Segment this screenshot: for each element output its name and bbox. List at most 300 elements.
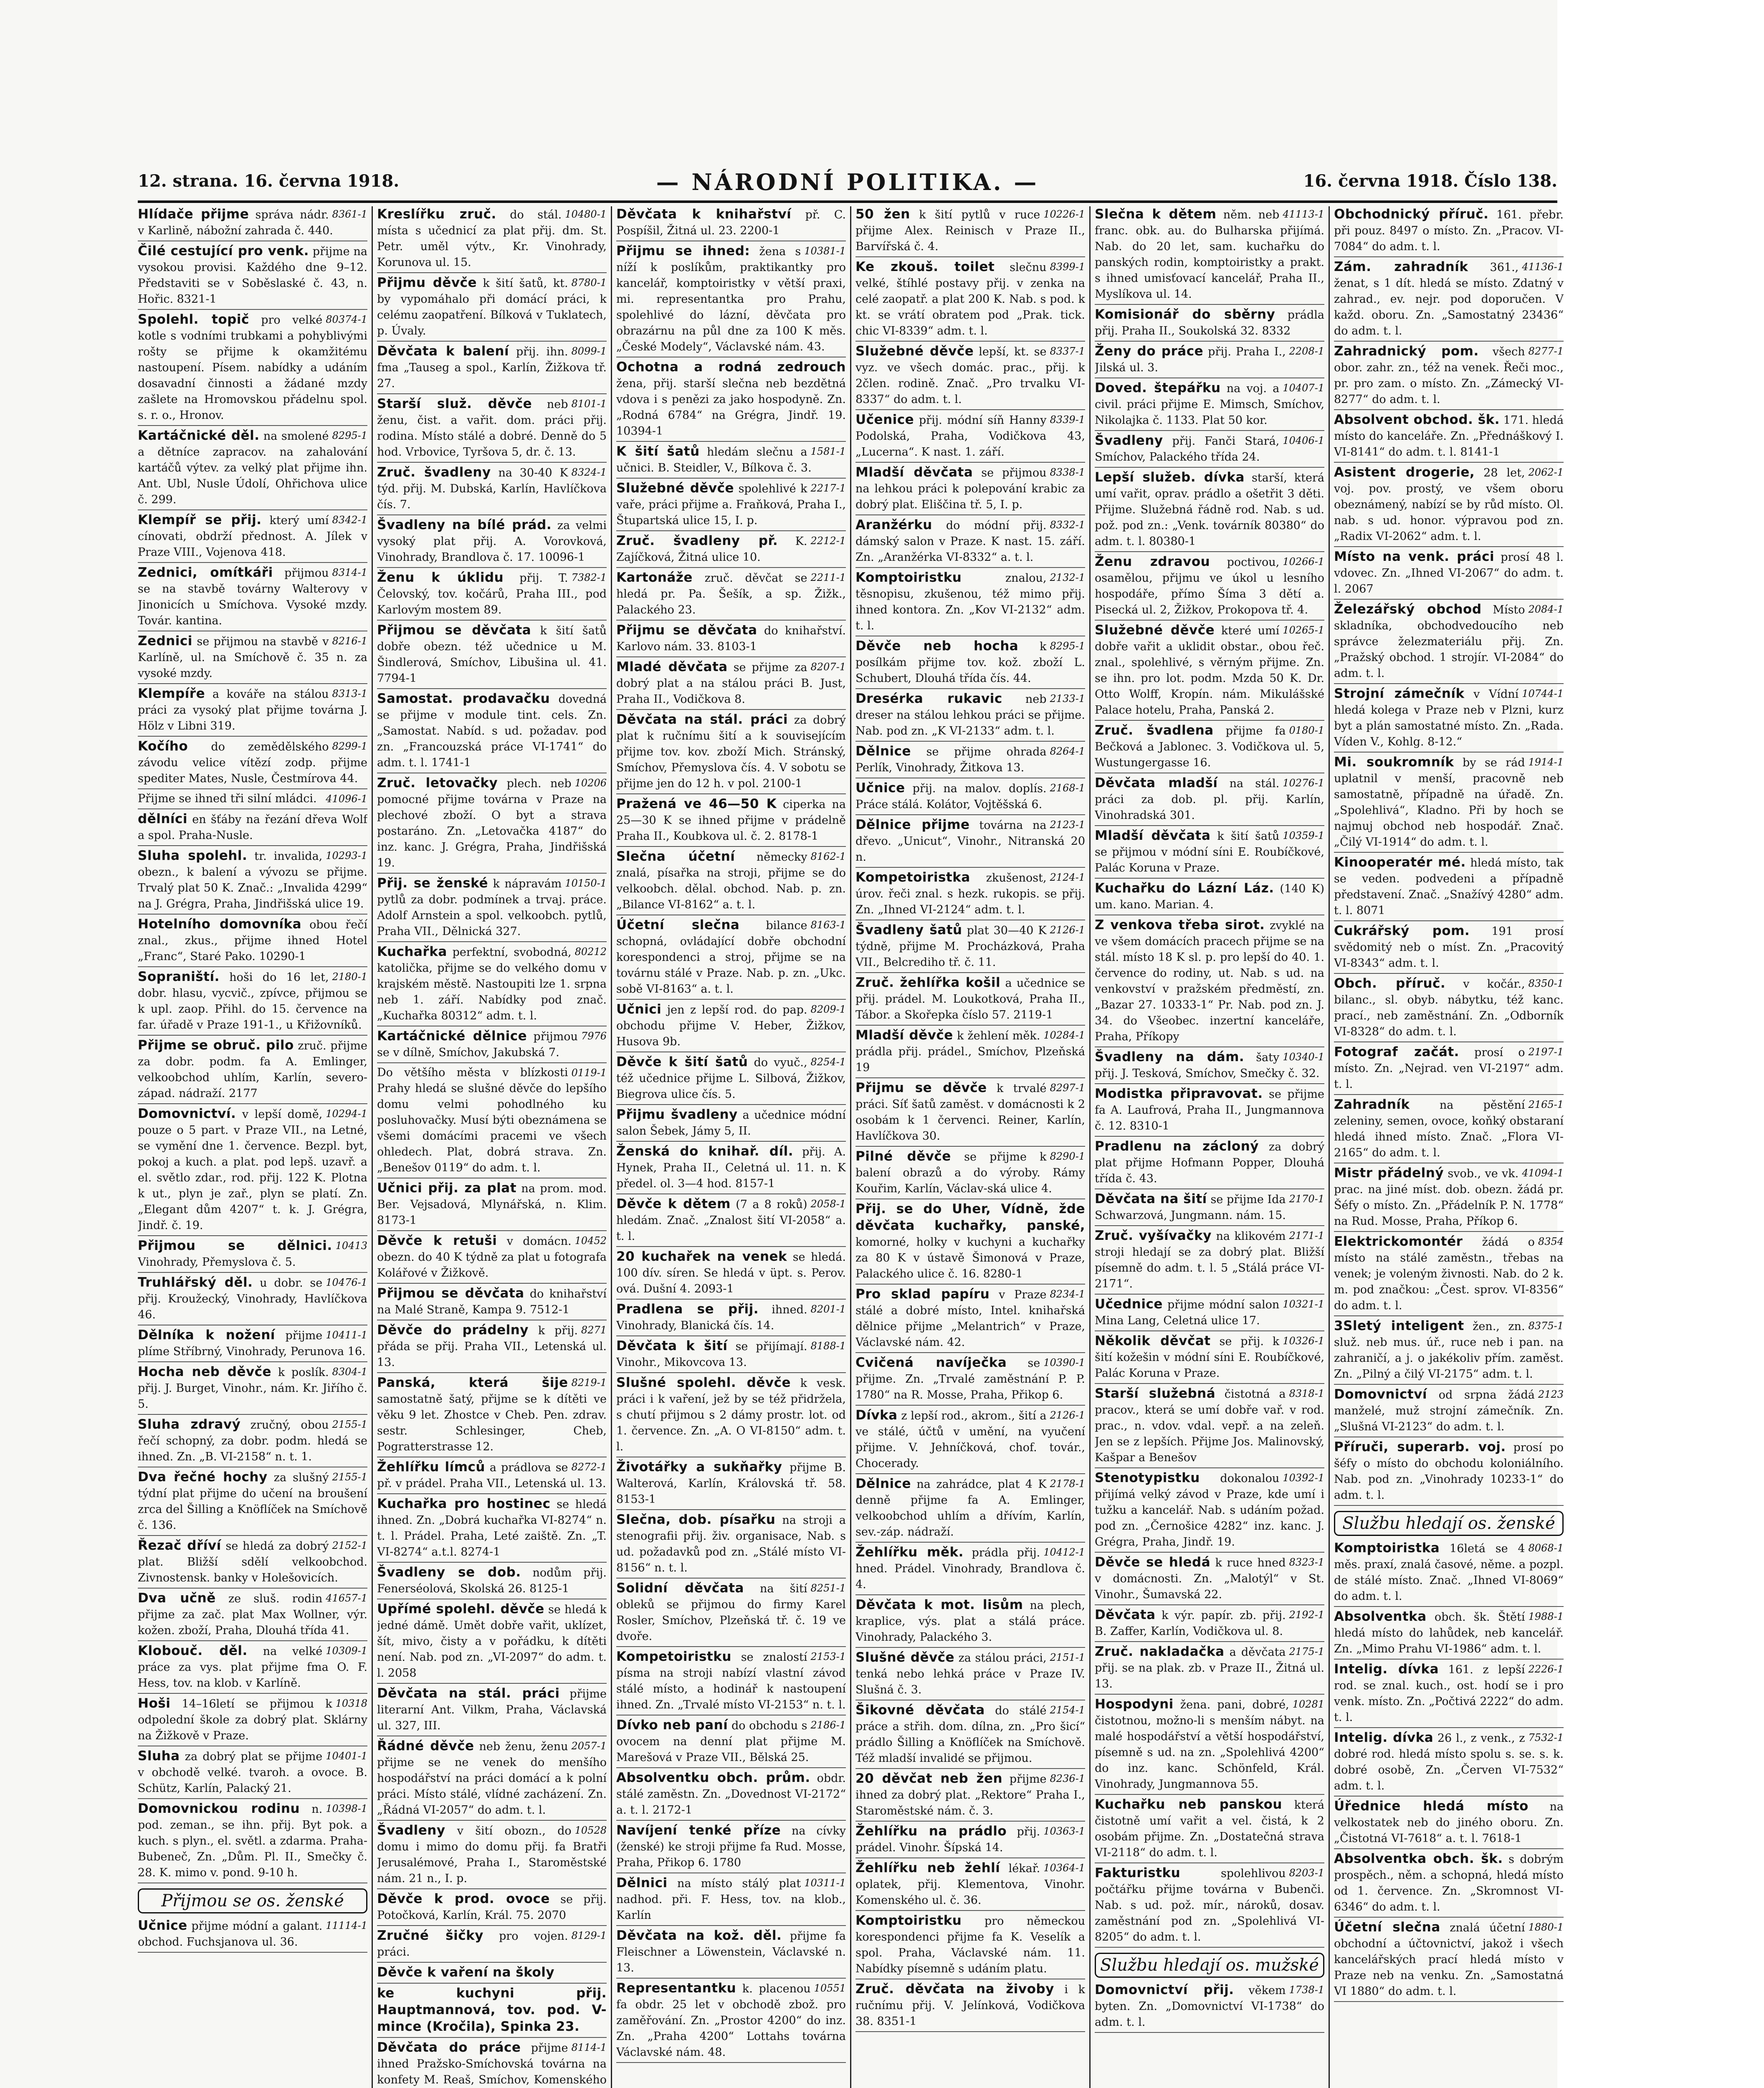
classified-ad bbox=[1334, 206, 1564, 257]
ad-code: 2165-1 bbox=[1528, 1099, 1564, 1110]
classified-ad bbox=[377, 1065, 607, 1178]
ad-headline: Cvičená navíječka bbox=[855, 1355, 1007, 1370]
classified-ad bbox=[855, 975, 1085, 1026]
ad-text: poctivou, osamělou, přijmu ve úkol u lesního hospodáře, přímo Šíma 3 dětí a. Pisecká ul. 2, Žižkov, Prokopova tř. 4. bbox=[1095, 556, 1324, 616]
ad-separator bbox=[1334, 852, 1564, 853]
ad-text: k žehlení měk. prádla přij. prádel., Smíchov, Plzeňská 19 bbox=[855, 1029, 1085, 1074]
ad-separator bbox=[1095, 341, 1324, 342]
ad-separator bbox=[616, 793, 846, 794]
ad-headline: Klempíře bbox=[138, 686, 205, 701]
classified-ad bbox=[377, 1180, 607, 1231]
ad-headline: Sluha bbox=[138, 1748, 180, 1764]
ad-text: v kočár., bilanc., sl. obyb. nábytku, též kanc. prací., neb zaměstnání. Zn. „Odborník VI-8328“ do adm. t. l. bbox=[1334, 978, 1564, 1038]
ad-code: 41113-1 bbox=[1283, 208, 1324, 220]
ad-text: přij. módní síň Hanny Podolská, Praha, Vodičkova 43, „Lucerna“. K nast. 1. září. bbox=[855, 414, 1085, 459]
ad-text: za velmi vysoký plat přij. A. Vorovková, Vinohrady, Brandlova č. 17. 10096-1 bbox=[377, 519, 607, 564]
ad-code: 2170-1 bbox=[1289, 1193, 1324, 1205]
ad-separator bbox=[1334, 599, 1564, 600]
ad-headline: Přijmu se děvčata bbox=[616, 623, 757, 638]
masthead-title: — NÁRODNÍ POLITIKA. — bbox=[656, 169, 1039, 195]
ad-headline: Slečna k dětem bbox=[1095, 207, 1217, 222]
ad-text: přij. na malov. doplís. Práce stálá. Kolátor, Vojtěšská 6. bbox=[855, 782, 1047, 811]
ad-code: 10340-1 bbox=[1283, 1051, 1324, 1063]
ad-text: k šití pytlů v ruce přijme Alex. Reinisch v Praze II., Barvířská č. 4. bbox=[855, 208, 1085, 253]
ad-text: přij. A. Hynek, Praha II., Celetná ul. 11. n. K předel. ol. 3—4 hod. 8157-1 bbox=[616, 1145, 846, 1190]
ad-separator bbox=[1095, 1862, 1324, 1863]
ad-headline: Děvče k retuši bbox=[377, 1233, 497, 1248]
ad-headline: Fakturistku bbox=[1095, 1865, 1181, 1880]
classified-ad bbox=[616, 659, 846, 710]
ad-text: spolehlivé k vaře, práci přijme a. Fraňková, Praha I., Štupartská ulice 15, I. p. bbox=[616, 482, 846, 527]
column-rule bbox=[372, 206, 373, 2088]
ad-text: v lepší domě, pouze o 5 part. v Praze VII., na Letné, se vymění dne 1. července. Bezpl. byt, pokoj a kuch. a plat. pod lepš. uzavř. a el. světlo zdar., rod. přij. 122 K. Plotna k ut., plyn je zař., plyn se platí. Zn. „Elegant dům 4207“ t. k. J. Grégra, Jindř. č. 19. bbox=[138, 1108, 367, 1232]
ad-separator bbox=[138, 1361, 367, 1362]
classified-ad bbox=[616, 1649, 846, 1716]
classified-ad bbox=[855, 1981, 1085, 2032]
ad-text: slečnu velké, štíhlé postavy přij. v zenka na celé zaopatř. a plat 200 K. Nab. s pod. k kt. se vrátí obratem pod „Prak. tick. chic VI-8339“ adm. t. l. bbox=[855, 261, 1085, 337]
ad-text: za dobrý plat přijme Hofmann Popper, Dlouhá třída č. 43. bbox=[1095, 1140, 1324, 1185]
ad-separator bbox=[1095, 878, 1324, 879]
ad-headline: Solidní děvčata bbox=[616, 1581, 744, 1596]
ad-headline: Hoši bbox=[138, 1696, 171, 1711]
ad-code: 8163-1 bbox=[810, 919, 846, 931]
ad-separator bbox=[1334, 341, 1564, 342]
ad-headline: Mistr přádelný bbox=[1334, 1166, 1444, 1181]
ad-separator bbox=[855, 1146, 1085, 1147]
classified-ad bbox=[1095, 1228, 1324, 1295]
ad-headline: Truhlářský děl. bbox=[138, 1275, 253, 1290]
ad-text: které umí dobře vařit a uklidit obstar., obou řeč. znal., spolehlivé, s věrným přijme. Zn. se ihn. pro lot. podm. Mzda 50 K. Dr. Otto Wolff, Kropín. nám. Mikulášské Palace hotelu, Praha, Panská 2. bbox=[1095, 624, 1324, 717]
ad-headline: Děvče do prádelny bbox=[377, 1323, 529, 1338]
ad-text: znalá účetní obchodní a účtovnictví, jakož i všech kancelářských prací hledá místo v Praze neb na venku. Zn. „Samostatná VI 1880“ do adm. t. l. bbox=[1334, 1921, 1564, 1998]
ad-code: 8207-1 bbox=[810, 661, 846, 673]
ad-code: 2123 bbox=[1538, 1389, 1564, 1400]
classified-ad bbox=[616, 243, 846, 357]
classified-ad bbox=[138, 916, 367, 967]
ad-headline: Děvče k šití šatů bbox=[616, 1054, 748, 1069]
ad-text: na velkostatek neb do jiného oboru. Zn. „Čistotná VI-7618“ a. t. l. 7618-1 bbox=[1334, 1800, 1564, 1845]
ad-headline: Děvčata k šití bbox=[616, 1338, 728, 1353]
ad-separator bbox=[1334, 1659, 1564, 1660]
ad-text: k. placenou fa obdr. 25 let v obchodě zbož. pro zaměřování. Zn. „Prostor 4200“ do inz. Zn. „Praha 4200“ Lottahs továrna Václavské nám. 48. bbox=[616, 1982, 846, 2059]
ad-code: 10390-1 bbox=[1043, 1357, 1085, 1368]
ad-code: 2084-1 bbox=[1528, 603, 1564, 615]
ad-headline: Hotelního domovníka bbox=[138, 917, 302, 932]
ad-separator bbox=[1095, 430, 1324, 431]
ad-headline: Učenice bbox=[855, 412, 914, 427]
classified-ad bbox=[855, 343, 1085, 410]
ad-text: jen z lepší rod. do pap. obchodu přijme V. Heber, Žižkov, Husova 9b. bbox=[616, 1003, 846, 1048]
classified-ad bbox=[855, 570, 1085, 636]
ad-headline: Učnici přij. za plat bbox=[377, 1181, 517, 1196]
ad-text: lékař. oplatek, přij. Klementova, Vinohr. Komenského ul. č. 36. bbox=[855, 1862, 1085, 1907]
ad-text: a kováře na stálou práci za vysoký plat přijme továrna J. Hölz v Libni 319. bbox=[138, 688, 367, 732]
ad-headline: Zruč. nakladačka bbox=[1095, 1644, 1225, 1659]
ad-code: 8101-1 bbox=[571, 398, 607, 410]
ad-headline: Zruč. švadleny bbox=[377, 465, 491, 480]
classified-ad bbox=[1095, 828, 1324, 879]
classified-ad bbox=[855, 464, 1085, 515]
column-3 bbox=[616, 206, 846, 2088]
ad-headline: Přijmou se děvčata bbox=[377, 1286, 524, 1301]
ad-code: 10452 bbox=[575, 1235, 607, 1247]
ad-code: 10412-1 bbox=[1043, 1546, 1085, 1558]
ad-headline: Kuchařka pro hostinec bbox=[377, 1496, 551, 1511]
ad-code: 2133-1 bbox=[1050, 693, 1085, 704]
ad-code: 8254-1 bbox=[810, 1056, 846, 1068]
ad-separator bbox=[1095, 1136, 1324, 1137]
ad-headline: Účetní slečna bbox=[1334, 1920, 1440, 1935]
ad-text: a učednice módní salon Šebek, Jámy 5, II. bbox=[616, 1109, 846, 1138]
ad-headline: Dívka bbox=[855, 1408, 898, 1423]
classified-ad bbox=[377, 1233, 607, 1284]
ad-headline: Kinooperatér mé. bbox=[1334, 855, 1466, 870]
ad-headline: Děvče neb hocha bbox=[855, 639, 1019, 654]
classified-ad bbox=[1334, 1386, 1564, 1437]
ad-code: 2168-1 bbox=[1050, 782, 1085, 794]
ad-separator bbox=[616, 846, 846, 847]
classified-ad bbox=[616, 1301, 846, 1336]
classified-ad bbox=[138, 1590, 367, 1641]
ad-headline: Zám. zahradník bbox=[1334, 259, 1468, 274]
ad-headline: Švadleny se dob. bbox=[377, 1565, 521, 1580]
ad-separator bbox=[138, 736, 367, 737]
ad-separator bbox=[855, 741, 1085, 742]
classified-ad bbox=[1095, 622, 1324, 721]
classified-ad bbox=[138, 738, 367, 789]
ad-text: správa nádr. v Karlině, nábožní zahrada č. 440. bbox=[138, 208, 333, 237]
classified-ad bbox=[1334, 854, 1564, 921]
classified-ad bbox=[855, 1148, 1085, 1199]
ad-headline: Klempíř se přij. bbox=[138, 512, 262, 527]
ad-separator bbox=[1095, 1188, 1324, 1189]
ad-headline: Domovnictví bbox=[1334, 1387, 1427, 1402]
ad-separator bbox=[138, 1103, 367, 1104]
ad-separator bbox=[855, 514, 1085, 515]
ad-headline: Přijmu švadleny bbox=[616, 1107, 738, 1122]
ad-code: 10364-1 bbox=[1043, 1862, 1085, 1874]
ad-code: 8271 bbox=[581, 1324, 607, 1336]
ad-separator bbox=[138, 425, 367, 426]
ad-headline: Dělnice bbox=[855, 744, 911, 759]
ad-separator bbox=[616, 1509, 846, 1510]
ad-separator bbox=[138, 1414, 367, 1415]
column-2 bbox=[377, 206, 607, 2088]
ad-code: 8272-1 bbox=[571, 1461, 607, 1473]
classified-ad bbox=[377, 1564, 607, 1599]
ad-text: perfektní, svobodná, katolička, přijme se do velkého domu v krajském městě. Nastoupiti lze 1. srpna neb 1. září. Nabídky pod znač. „Kuchařka 80312“ adm. t. l. bbox=[377, 946, 607, 1022]
ad-text: přijme B. Walterová, Karlín, Královská tř. 58. 8153-1 bbox=[616, 1461, 846, 1506]
ad-separator bbox=[855, 256, 1085, 257]
column-1 bbox=[138, 206, 367, 2088]
ad-text: k poslík. přij. J. Burget, Vinohr., nám. Kr. Jiřího č. 5. bbox=[138, 1366, 367, 1411]
classified-ad bbox=[616, 1375, 846, 1457]
ad-headline: Řezač dříví bbox=[138, 1538, 221, 1553]
classified-ad bbox=[616, 206, 846, 241]
ad-headline: Čilé cestující pro venk. bbox=[138, 243, 309, 258]
ad-separator bbox=[138, 966, 367, 967]
ad-code: 7976 bbox=[581, 1030, 607, 1042]
ad-text: k vesk. práci i k vaření, jež by se též přidržela, s chutí přijmou s 2 dámy prostr. lot. od 1. července. Zn. „A. O VI-8150“ adm. t. l. bbox=[616, 1377, 846, 1453]
ad-text: 361., ženat, s 1 dít. hledá se místo. Zdatný v zahrad., ev. nejr. pod doporučen. V každ. oboru. Zn. „Samostatný 23436“ do adm. t. l. bbox=[1334, 261, 1564, 337]
classified-ad bbox=[1095, 1049, 1324, 1084]
ad-code: 8188-1 bbox=[810, 1340, 846, 1352]
ad-headline: Starší služ. děvče bbox=[377, 396, 532, 411]
ad-code: 41096-1 bbox=[326, 793, 367, 805]
ad-headline: Slušné děvče bbox=[855, 1650, 955, 1665]
ad-headline: Spolehl. topič bbox=[138, 312, 249, 327]
classified-ad bbox=[377, 517, 607, 568]
ad-separator bbox=[377, 1925, 607, 1926]
ad-code: 8234-1 bbox=[1050, 1288, 1085, 1300]
ad-headline: Panská, která šije bbox=[377, 1375, 568, 1390]
ad-text: žen., zn. služ. neb mus. úř., ruce neb i pan. na zahraničí, a j. o jakékoliv přím. zaměst. Zn. „Pilný a čilý VI-2175“ adm. t. l. bbox=[1334, 1320, 1564, 1381]
classified-ad bbox=[377, 622, 607, 689]
ad-headline: Přijme se obruč. pilo bbox=[138, 1038, 294, 1053]
ad-separator bbox=[855, 1594, 1085, 1595]
ad-text: žena. pani, dobré, čistotnou, možno-li s menším nábyt. na malé hospodářství a větší hospodářství, písemně s ud. na zn. „Spolehlivá 4200“ do inz. kanc. Schönfeld, Král. Vinohrady, Jungmannova 55. bbox=[1095, 1698, 1324, 1791]
ad-text: přij. T. Čelovský, tov. kočárů, Praha III., pod Karlovým mostem 89. bbox=[377, 572, 607, 616]
classified-ad bbox=[1334, 1439, 1564, 1506]
ad-separator bbox=[377, 1888, 607, 1889]
ad-separator bbox=[616, 1925, 846, 1926]
ad-separator bbox=[855, 1857, 1085, 1858]
ad-separator bbox=[855, 2031, 1085, 2032]
ad-code: 11114-1 bbox=[326, 1920, 367, 1931]
ad-separator bbox=[855, 1077, 1085, 1078]
ad-code: 10476-1 bbox=[326, 1277, 367, 1288]
ad-text: se přijme. Zn. „Trvalé zaměstnání P. P. 1780“ na R. Mosse, Praha, Přikop 6. bbox=[855, 1357, 1085, 1401]
ad-headline: Obch. příruč. bbox=[1334, 976, 1446, 991]
ad-separator bbox=[377, 1062, 607, 1063]
header-date-left: 12. strana. 16. června 1918. bbox=[138, 171, 400, 191]
ad-headline: Zručné šičky bbox=[377, 1928, 483, 1943]
ad-text: starší, která umí vařit, oprav. prádlo a ošetřit 3 děti. Přijme. Služebná řádně rod. Nab. s ud. pož. pod zn.: „Venk. továrník 80380“ do adm. t. l. 80380-1 bbox=[1095, 471, 1324, 548]
ad-text: zruč. děvčat se hledá pr. Pa. Šešík, a sp. Žižk., Palackého 23. bbox=[616, 572, 846, 616]
ad-headline: Lepší služeb. dívka bbox=[1095, 470, 1245, 485]
classified-ad bbox=[616, 480, 846, 531]
ad-headline: Dva řečné hochy bbox=[138, 1470, 268, 1485]
ad-separator bbox=[616, 620, 846, 621]
ad-separator bbox=[377, 1562, 607, 1563]
ad-separator bbox=[377, 688, 607, 689]
ad-headline: Kočího bbox=[138, 739, 188, 754]
ad-separator bbox=[616, 1646, 846, 1647]
ad-text: K. Zajíčková, Žitná ulice 10. bbox=[616, 535, 807, 564]
classified-ad bbox=[855, 817, 1085, 868]
ad-text: za dobrý plat k ručnímu šití a k souvisejícím přijme tov. kov. zboží Mich. Stránský, Smíchov, Přemyslova čís. 4. V sobotu se přijme jen do 12 h. v pol. 2100-1 bbox=[616, 714, 846, 790]
ad-separator bbox=[377, 1962, 607, 1963]
ad-separator bbox=[1334, 1041, 1564, 1042]
classified-ad bbox=[855, 869, 1085, 920]
ad-code: 2208-1 bbox=[1289, 345, 1324, 357]
ad-headline: Mladší děvčata bbox=[1095, 828, 1211, 843]
classified-ad bbox=[616, 622, 846, 657]
ad-headline: Zruč. žehlířka košil bbox=[855, 975, 1001, 990]
ad-separator bbox=[1334, 1505, 1564, 1506]
classified-ad bbox=[138, 1643, 367, 1694]
ad-code: 8339-1 bbox=[1050, 414, 1085, 426]
ad-code: 8129-1 bbox=[571, 1930, 607, 1941]
ad-headline: Upřímé spolehl. děvče bbox=[377, 1601, 544, 1617]
ad-text: do vyuč., též učednice přijme L. Silbová, Žižkov, Biegrova ulice čís. 5. bbox=[616, 1056, 846, 1101]
ad-code: 10528 bbox=[575, 1824, 607, 1836]
ad-code: 8201-1 bbox=[810, 1303, 846, 1315]
ad-text: se přijme k balení obrazů a do výroby. Rámy Kouřim, Karlín, Václav-ská ulice 4. bbox=[855, 1150, 1085, 1195]
ad-headline: 20 děvčat neb žen bbox=[855, 1771, 1003, 1786]
ad-text: na 30-40 K týd. přij. M. Dubská, Karlín, Havlíčkova čís. 7. bbox=[377, 466, 607, 511]
ad-headline: Žehlířku límců bbox=[377, 1460, 485, 1475]
ad-code: 8350-1 bbox=[1528, 978, 1564, 989]
ad-text: by se rád uplatnil v menší, pracovně neb samostatně, případně na úřadě. Zn. „Spolehlivá“, Kladno. Při by hoch se najmuj obchod neb hospodář. Znač. „Čilý VI-1914“ do adm. t. l. bbox=[1334, 756, 1564, 849]
ad-code: 8068-1 bbox=[1528, 1542, 1564, 1554]
ad-separator bbox=[1334, 1231, 1564, 1232]
classified-ad bbox=[138, 1918, 367, 1953]
classified-ad bbox=[138, 1106, 367, 1236]
ad-separator bbox=[377, 272, 607, 273]
ad-separator bbox=[138, 509, 367, 510]
ad-separator bbox=[855, 1352, 1085, 1353]
ad-text: zvyklé na ve všem domácích pracech přijme se na stál. místo 18 K sl. p. pro lepší do 40. 1. července do rodiny, ut. Nab. s ud. na venkovství v pražském předměstí, zn. „Bazar 27. 10333-1“ Pr. Nab. pod zn. J. 34. do Všeobec. inzertní kanceláře, Praha, Příkopy bbox=[1095, 919, 1324, 1043]
ad-headline: Přijmu děvče bbox=[377, 275, 477, 290]
classified-ad bbox=[138, 1327, 367, 1362]
ad-code: 2212-1 bbox=[810, 535, 846, 547]
ad-headline: Pradlena se přij. bbox=[616, 1302, 759, 1317]
ad-headline: Děvčata na kož. děl. bbox=[616, 1928, 782, 1943]
ad-text: německy znalá, písařka na stroji, přijme se do velkoobch. dělal. obchod. Nab. p. zn. „Bilance VI-8162“ a. t. l. bbox=[616, 851, 846, 911]
ad-headline: Hlídače přijme bbox=[138, 207, 249, 222]
ad-separator bbox=[1334, 1384, 1564, 1385]
ad-code: 10411-1 bbox=[326, 1329, 367, 1341]
ad-text: pro německou korespondenci přijme fa K. Veselík a spol. Praha, Václavské nám. 11. Nabídky písemně s udáním platu. bbox=[855, 1915, 1085, 1975]
ad-text: na místo stálý plat nadhod. při. F. Hess, tov. na klob., Karlín bbox=[616, 1877, 846, 1922]
ad-code: 7382-1 bbox=[571, 572, 607, 583]
ad-separator bbox=[1095, 620, 1324, 621]
ad-code: 8375-1 bbox=[1528, 1320, 1564, 1332]
ad-text: neb ženu, ženu přijme se ne venek do menšího hospodářství na práci domácí a k polní práci. Místo stálé, vlídné zacházení. Zn. „Řádná VI-2057“ do adm. t. l. bbox=[377, 1740, 607, 1817]
ad-headline: Zruč. švadleny př. bbox=[616, 533, 778, 548]
ad-separator bbox=[1334, 409, 1564, 410]
ad-headline: K šití šatů bbox=[616, 444, 700, 459]
ad-headline: Služebné děvče bbox=[616, 481, 734, 496]
ad-separator bbox=[1334, 683, 1564, 684]
ad-code: 10407-1 bbox=[1283, 382, 1324, 394]
ad-separator bbox=[616, 1104, 846, 1105]
ad-text: prosí 48 l. vdovec. Zn. „Ihned VI-2067“ do adm. t. l. 2067 bbox=[1334, 551, 1564, 595]
classified-ad bbox=[138, 565, 367, 631]
ad-text: Vinohrady, Přemyslova č. 5. bbox=[138, 1256, 296, 1269]
classified-ad bbox=[138, 633, 367, 684]
ad-separator bbox=[1334, 920, 1564, 921]
classified-ad bbox=[616, 712, 846, 794]
ad-code: 1581-1 bbox=[810, 446, 846, 457]
ad-text: 161. z lepší rod. se znal. kuch., ost. hodí se i pro venk. místo. Zn. „Počtivá 2222“ do adm. t. l. bbox=[1334, 1663, 1564, 1724]
ad-separator bbox=[138, 1035, 367, 1036]
ad-text: prádla přij. hned. Prádel. Vinohrady, Brandlova č. 4. bbox=[855, 1546, 1085, 1591]
ad-code: 1988-1 bbox=[1528, 1611, 1564, 1622]
ad-text: přij. Praha I., Jilská ul. 3. bbox=[1095, 345, 1286, 374]
ad-separator bbox=[855, 972, 1085, 973]
ad-separator bbox=[1095, 1604, 1324, 1605]
ad-headline: dělníci bbox=[138, 811, 188, 826]
ad-separator bbox=[377, 873, 607, 874]
ad-text: se znalostí písma na stroji nabízí vlastní závod stálé místo, a hodinář k nastoupení ihned. Zn. „Trvalé místo VI-2153“ n. t. l. bbox=[616, 1651, 846, 1711]
ad-text: se přijme za dobrý plat a na stálou práci B. Just, Praha II., Vodičkova 8. bbox=[616, 661, 846, 706]
ad-text: na zahrádce, plat 4 K denně přijme fa A. Emlinger, velkoobchod uhlím a dřívím, Karlín, sev.-záp. nádraží. bbox=[855, 1478, 1085, 1538]
ad-separator bbox=[855, 1473, 1085, 1474]
classified-ad bbox=[855, 691, 1085, 742]
classified-ad bbox=[138, 1469, 367, 1536]
classified-ad bbox=[138, 1801, 367, 1883]
classified-ad bbox=[138, 312, 367, 426]
ad-code: 2124-1 bbox=[1050, 872, 1085, 883]
ad-separator bbox=[616, 1820, 846, 1821]
classified-ad bbox=[138, 1364, 367, 1415]
classified-ad bbox=[1334, 343, 1564, 410]
ad-text: žena, přij. starší slečna neb bezdětná vdova i s penězi za jako hospodyně. Zn. „Rodná 6784“ na Grégra, Jindř. 19. 10394-1 bbox=[616, 377, 846, 438]
ad-headline: Ženská do knihař. díl. bbox=[616, 1144, 794, 1159]
classified-ad bbox=[1334, 601, 1564, 684]
ad-headline: Mladší děvče bbox=[855, 1028, 953, 1043]
classified-ad bbox=[1095, 1982, 1324, 2033]
ad-headline: Ke zkouš. toilet bbox=[855, 259, 995, 274]
ad-separator bbox=[377, 1820, 607, 1821]
ad-separator bbox=[1334, 1917, 1564, 1918]
classified-ad bbox=[1095, 1386, 1324, 1468]
ad-headline: Švadleny šatů bbox=[855, 922, 962, 938]
classified-ad bbox=[1095, 433, 1324, 468]
ad-separator bbox=[1334, 2001, 1564, 2002]
ad-code: 8337-1 bbox=[1050, 345, 1085, 357]
ad-text: do stál. místa s učednicí za plat přij. dm. St. Petr. uměl výtv., Kr. Vinohrady, Korunova ul. 15. bbox=[377, 208, 607, 269]
ad-separator bbox=[377, 1372, 607, 1373]
ad-code: 8354 bbox=[1538, 1236, 1564, 1247]
ad-headline: Zruč. vyšívačky bbox=[1095, 1228, 1212, 1243]
ad-headline: Kreslířku zruč. bbox=[377, 207, 496, 222]
ad-separator bbox=[616, 1246, 846, 1247]
ad-separator bbox=[377, 1493, 607, 1494]
ad-text: hledám slečnu a učnici. B. Steidler, V., Bílkova č. 3. bbox=[616, 446, 812, 474]
ad-text: do obchodu s ovocem na denní plat přijme M. Marešová v Praze VII., Bělská 25. bbox=[616, 1719, 846, 1764]
ad-text: do knihařství. Karlovo nám. 33. 8103-1 bbox=[616, 624, 846, 653]
ad-separator bbox=[616, 530, 846, 531]
ad-headline: Kartonáže bbox=[616, 570, 693, 585]
ad-separator bbox=[855, 409, 1085, 410]
ad-text: svob., ve vk. prac. na jiné míst. dob. obezn. žádá pr. Šéfy o místo. Zn. „Přádelník P. N. 1778“ na Rud. Mosse, Praha, Příkop 6. bbox=[1334, 1167, 1564, 1228]
ad-separator bbox=[616, 1141, 846, 1142]
ad-headline: Zruč. švadlena bbox=[1095, 723, 1214, 738]
ad-text: na klikovém stroji hledají se za dobrý plat. Bližší písemně do adm. t. l. 5 „Stálá práce VI-2171“. bbox=[1095, 1230, 1324, 1290]
ad-separator bbox=[616, 656, 846, 657]
ad-separator bbox=[377, 2037, 607, 2038]
ad-text: se hledá. 100 dív. síren. Se hledá v üpt. s. Perov. ová. Dušní 4. 2093-1 bbox=[616, 1251, 846, 1295]
ad-text: k výr. papír. zb. přij. B. Zaffer, Karlín, Vodičkova ul. 8. bbox=[1095, 1609, 1286, 1638]
ad-code: 2151-1 bbox=[1050, 1652, 1085, 1663]
ad-separator bbox=[138, 808, 367, 809]
ad-code: 8295-1 bbox=[1050, 640, 1085, 652]
classified-ad bbox=[377, 1496, 607, 1563]
classified-ad bbox=[377, 464, 607, 515]
classified-ad bbox=[377, 1375, 607, 1457]
classified-ad bbox=[855, 412, 1085, 463]
ad-code: 8304-1 bbox=[332, 1366, 367, 1378]
ad-separator bbox=[138, 1693, 367, 1694]
ad-separator bbox=[377, 1683, 607, 1684]
ad-headline: Švadleny na dám. bbox=[1095, 1049, 1245, 1064]
ad-text: hoši do 16 let, dobr. hlasu, vycvič., zpívce, přijmou se k upl. zaop. Přihl. do 15. července na far. úřadě v Praze 191-1., u Křižovníků. bbox=[138, 971, 367, 1031]
classified-ad bbox=[138, 686, 367, 737]
ad-separator bbox=[377, 941, 607, 942]
